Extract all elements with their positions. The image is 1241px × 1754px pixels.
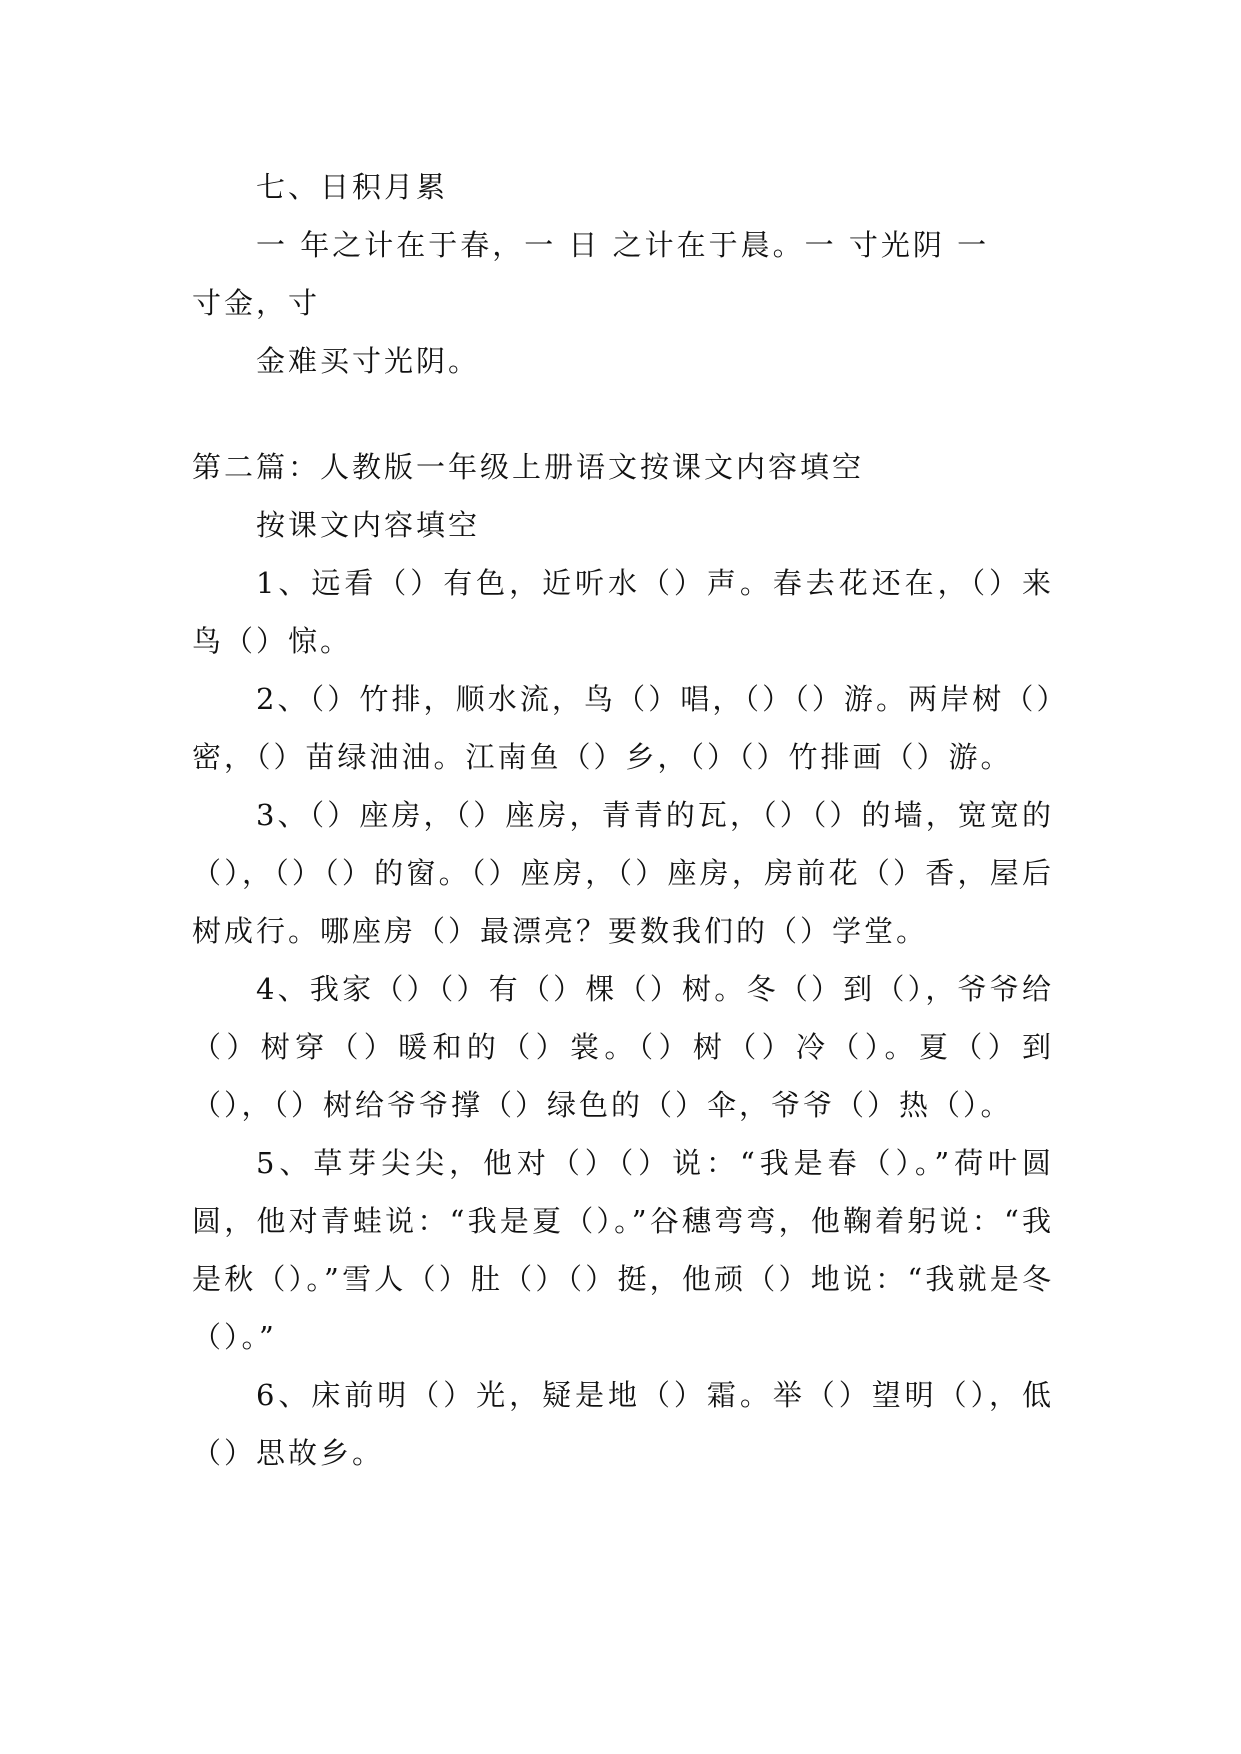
exercise-item-4: 4、我家（）（）有（）棵（）树。冬（）到（），爷爷给（）树穿（）暖和的（）裳。（）树（）冷（）。夏（）到（），（）树给爷爷撑（）绿色的（）伞，爷爷（）热（）。 bbox=[192, 972, 1054, 1122]
exercise-item-5: 5、草芽尖尖，他对（）（）说：“我是春（）。”荷叶圆圆，他对青蛙说：“我是夏（）。”谷穗弯弯，他鞠着躬说：“我是秋（）。”雪人（）肚（）（）挺，他顽（）地说：“我就是冬（）。” bbox=[192, 1146, 1054, 1354]
exercise-item-2: 2、（）竹排，顺水流，鸟（）唱，（）（）游。两岸树（）密，（）苗绿油油。江南鱼（）乡，（）（）竹排画（）游。 bbox=[192, 682, 1054, 774]
section-heading-rijiyuelei: 七、日积月累 bbox=[256, 170, 449, 204]
proverb-line-1: 一 年之计在于春，一 日 之计在于晨。一 寸光阴 一 bbox=[256, 228, 990, 262]
exercise-item-1: 1、远看（）有色，近听水（）声。春去花还在，（）来鸟（）惊。 bbox=[192, 566, 1054, 658]
exercise-item-6: 6、床前明（）光，疑是地（）霜。举（）望明（），低（）思故乡。 bbox=[192, 1378, 1054, 1470]
article-title: 第二篇：人教版一年级上册语文按课文内容填空 bbox=[192, 450, 865, 484]
proverb-line-3: 金难买寸光阴。 bbox=[256, 344, 481, 378]
proverb-line-2: 寸金，寸 bbox=[192, 286, 321, 320]
document-page bbox=[192, 158, 1054, 1482]
article-subtitle: 按课文内容填空 bbox=[256, 508, 481, 542]
exercise-item-3: 3、（）座房，（）座房，青青的瓦，（）（）的墙，宽宽的（），（）（）的窗。（）座房，（）座房，房前花（）香，屋后树成行。哪座房（）最漂亮？要数我们的（）学堂。 bbox=[192, 798, 1054, 948]
